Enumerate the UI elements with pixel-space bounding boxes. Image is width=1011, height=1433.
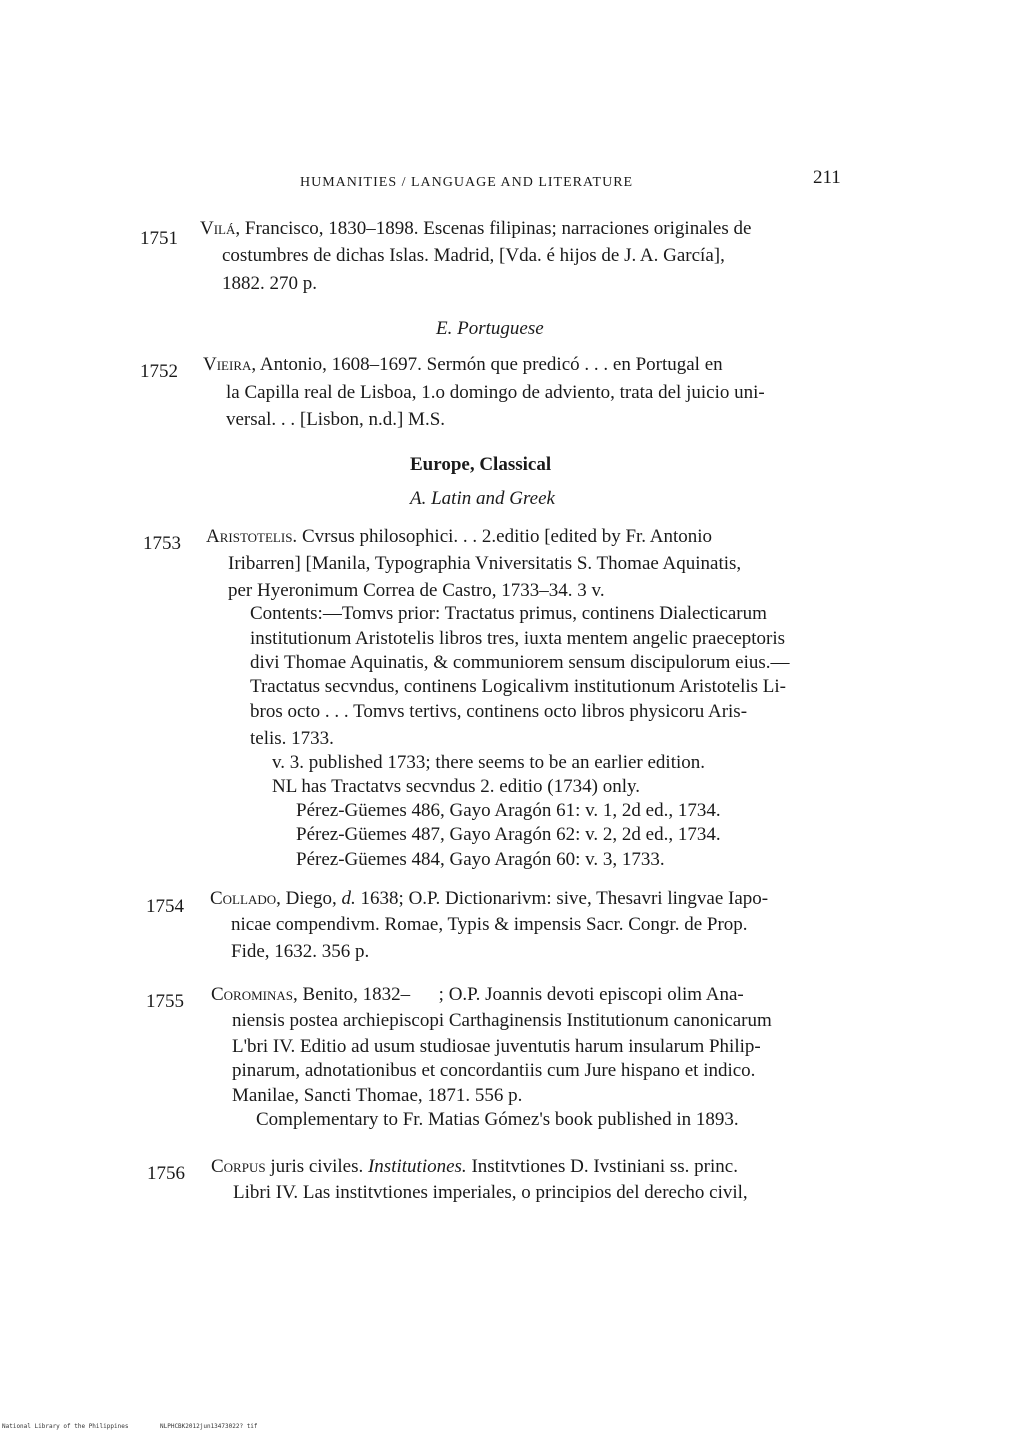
entry-author: Vilá, [200, 218, 241, 239]
running-title: HUMANITIES / LANGUAGE AND LITERATURE [300, 175, 634, 190]
entry-line: pinarum, adnotationibus et concordantiis cum Jure hispano et indico. [232, 1060, 756, 1081]
entry-number: 1751 [140, 228, 178, 249]
entry-number: 1753 [143, 533, 181, 554]
entry-line: Pérez-Güemes 484, Gayo Aragón 60: v. 3, 1733. [296, 849, 665, 870]
footer-code: NLPHCBK2012jun13473022? tif [160, 1423, 258, 1430]
entry-text: Diego, [280, 888, 342, 909]
entry-line: Fide, 1632. 356 p. [231, 941, 370, 962]
entry-line [206, 526, 712, 548]
subsection-heading: A. Latin and Greek [410, 488, 555, 509]
entry-line: Complementary to Fr. Matias Gómez's book published in 1893. [256, 1109, 739, 1130]
entry-author: Vieira, [203, 354, 257, 375]
entry-author: Corominas, [211, 984, 298, 1005]
entry-line: Libri IV. Las institvtiones imperiales, o principios del derecho civil, [233, 1182, 748, 1203]
section-heading [436, 318, 544, 340]
entry-line: la Capilla real de Lisboa, 1.o domingo de adviento, trata del juicio uni- [226, 382, 765, 403]
entry-line: Iribarren] [Manila, Typographia Vniversitatis S. Thomae Aquinatis, [228, 553, 742, 574]
entry-line: Manilae, Sancti Thomae, 1871. 556 p. [232, 1085, 523, 1106]
entry-line: telis. 1733. [250, 728, 334, 749]
entry-line [200, 218, 751, 240]
entry-line: institutionum Aristotelis libros tres, iuxta mentem angelic praeceptoris [250, 628, 786, 649]
entry-author: Aristotelis. [206, 526, 298, 547]
page-number: 211 [813, 167, 841, 188]
entry-line: Pérez-Güemes 487, Gayo Aragón 62: v. 2, 2d ed., 1734. [296, 824, 721, 845]
entry-line [211, 984, 744, 1006]
entry-text: Cvrsus philosophici. . . 2.editio [edited by Fr. Antonio [297, 526, 713, 547]
entry-line: costumbres de dichas Islas. Madrid, [Vda. é hijos de J. A. García], [222, 245, 725, 266]
entry-number: 1752 [140, 361, 178, 382]
entry-text: Institvtiones D. Ivstiniani ss. princ. [466, 1156, 738, 1177]
entry-line: 1882. 270 p. [222, 273, 317, 294]
entry-line: bros octo . . . Tomvs tertivs, continens octo libros physicoru Aris- [250, 701, 748, 722]
entry-line: L'bri IV. Editio ad usum studiosae juventutis harum insularum Philip- [232, 1036, 761, 1057]
entry-line: nicae compendivm. Romae, Typis & impensis Sacr. Congr. de Prop. [231, 914, 748, 935]
entry-line: divi Thomae Aquinatis, & communiorem sensum discipulorum eius.— [250, 652, 790, 673]
entry-line: niensis postea archiepiscopi Carthaginensis Institutionum canonicarum [232, 1010, 772, 1031]
entry-line: Tractatus secvndus, continens Logicalivm institutionum Aristotelis Li- [250, 676, 786, 697]
entry-line: NL has Tractatvs secvndus 2. editio (1734) only. [272, 776, 640, 797]
entry-author: Corpus [211, 1156, 266, 1177]
entry-line [211, 1156, 738, 1178]
entry-line: per Hyeronimum Correa de Castro, 1733–34. 3 v. [228, 580, 605, 601]
section-heading: Europe, Classical [410, 454, 552, 475]
entry-number: 1755 [146, 991, 184, 1012]
entry-number: 1754 [146, 896, 184, 917]
entry-text-italic: d. [341, 888, 356, 909]
entry-line: Contents:—Tomvs prior: Tractatus primus, continens Dialecticarum [250, 603, 767, 624]
entry-text: Antonio, 1608–1697. Sermón que predicó . . . en Portugal en [256, 354, 723, 375]
entry-line: versal. . . [Lisbon, n.d.] M.S. [226, 409, 446, 430]
entry-line: v. 3. published 1733; there seems to be an earlier edition. [272, 752, 706, 773]
entry-text: 1638; O.P. Dictionarivm: sive, Thesavri lingvae Iapo- [355, 888, 769, 909]
entry-line [203, 354, 723, 376]
entry-text-italic: Institutiones. [367, 1156, 467, 1177]
entry-line [210, 888, 768, 910]
entry-text: Francisco, 1830–1898. Escenas filipinas; narraciones originales de [240, 218, 752, 239]
entry-number: 1756 [147, 1163, 185, 1184]
entry-text: juris civiles. [265, 1156, 368, 1177]
footer-library: National Library of the Philippines [2, 1423, 129, 1430]
entry-line: Pérez-Güemes 486, Gayo Aragón 61: v. 1, 2d ed., 1734. [296, 800, 721, 821]
entry-author: Collado, [210, 888, 281, 909]
entry-text: Benito, 1832– ; O.P. Joannis devoti episcopi olim Ana- [297, 984, 744, 1005]
section-heading-text: E. Portuguese [436, 318, 544, 339]
